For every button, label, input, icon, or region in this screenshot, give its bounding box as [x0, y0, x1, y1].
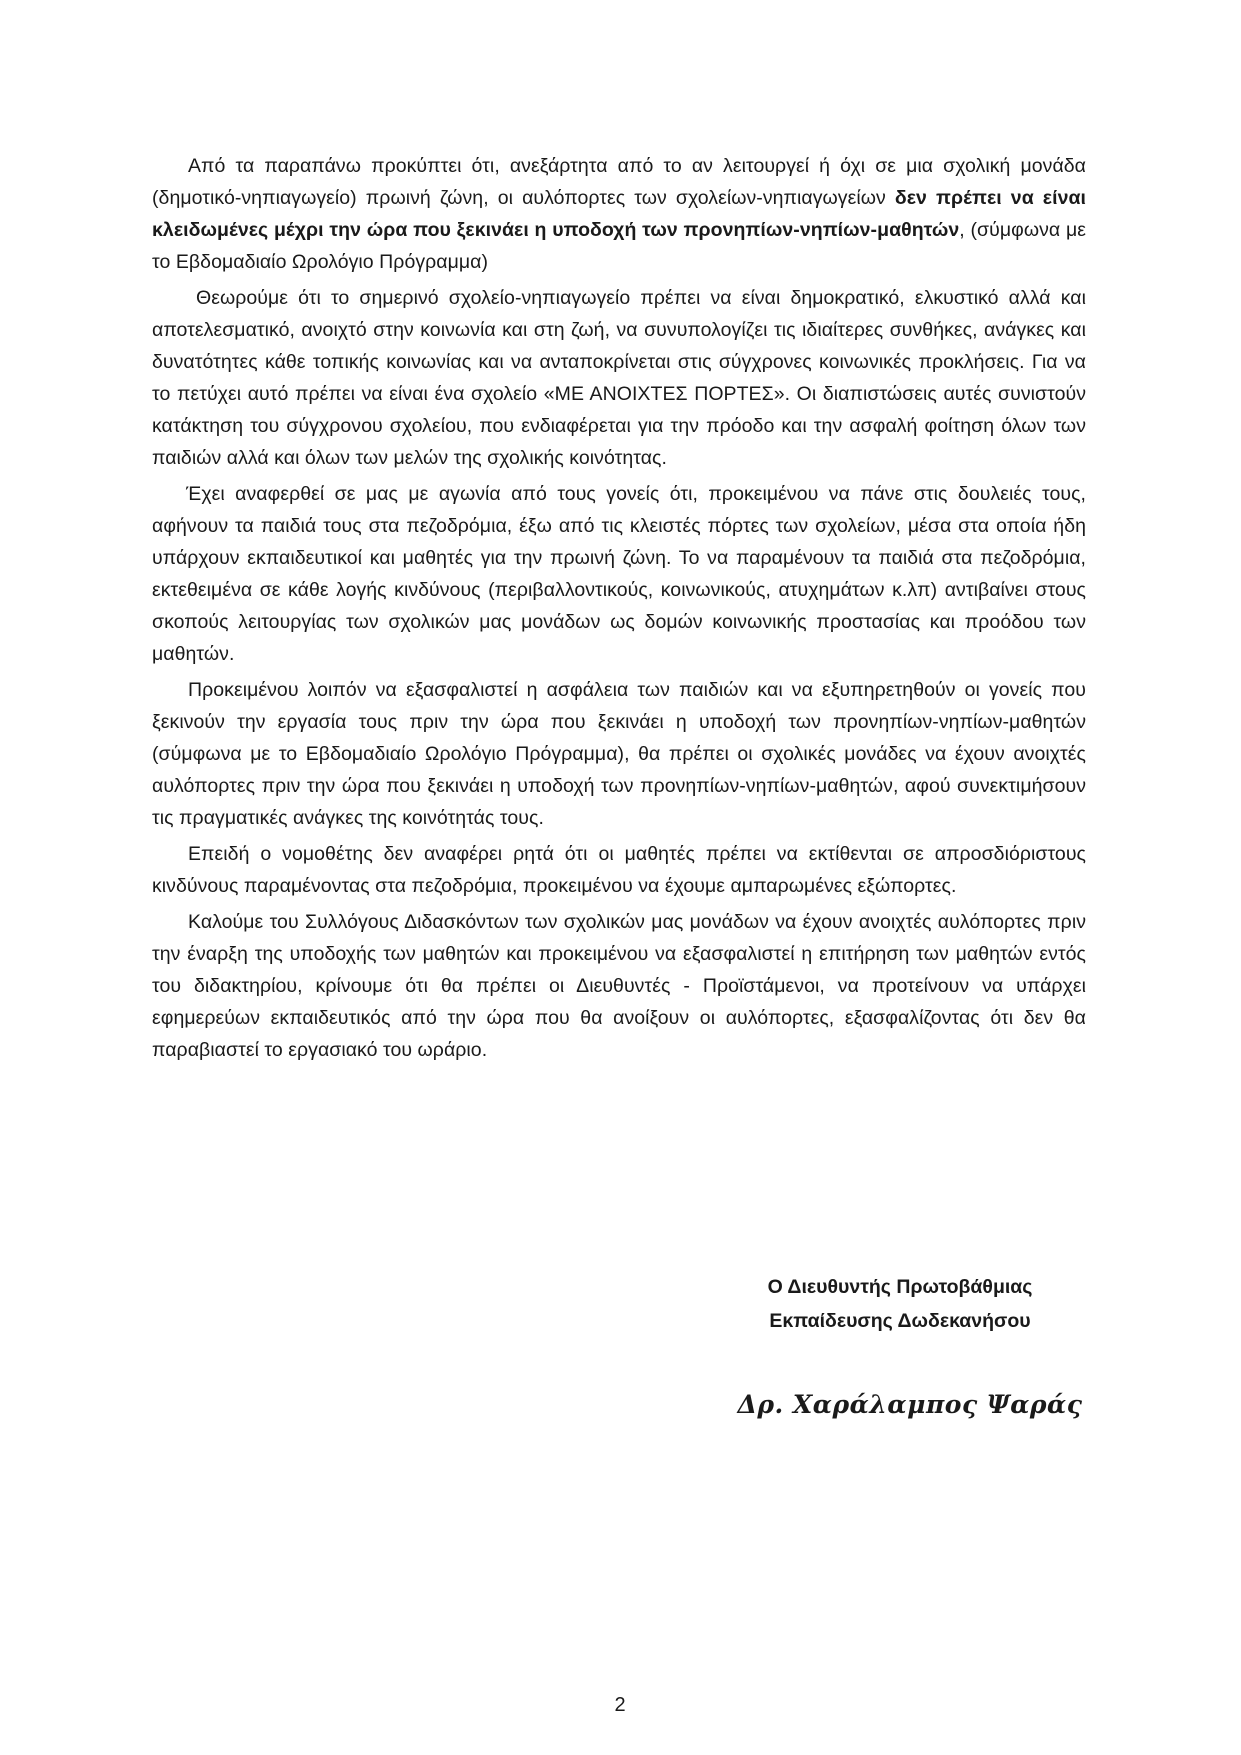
signature-block — [720, 1270, 1080, 1338]
paragraph-5: Επειδή ο νομοθέτης δεν αναφέρει ρητά ότι οι μαθητές πρέπει να εκτίθενται σε απροσδιόριστους κινδύνους παραμένοντας στα πεζοδρόμια, προκειμένου να έχουμε αμπαρωμένες εξώπορτες. — [152, 843, 1086, 897]
paragraph-1 — [152, 150, 1086, 278]
paragraph-1-text-b: , (σύμφωνα με το Εβδομαδιαίο Ωρολόγιο Πρόγραμμα) — [152, 219, 1086, 273]
paragraph-1-bold-text: δεν πρέπει να είναι κλειδωμένες μέχρι την ώρα που ξεκινάει η υποδοχή των προνηπίων-νηπίων-μαθητών — [152, 187, 1086, 241]
signature-title-line-1: Ο Διευθυντής Πρωτοβάθμιας — [767, 1276, 1033, 1298]
paragraph-6: Καλούμε του Συλλόγους Διδασκόντων των σχολικών μας μονάδων να έχουν ανοιχτές αυλόπορτες πριν την έναρξη της υποδοχής των μαθητών και προκειμένου να εξασφαλιστεί η επιτήρηση των μαθητών εντός του διδακτηρίου, κρίνουμε ότι θα πρέπει οι Διευθυντές - Προϊστάμενοι, να προτείνουν να υπάρχει εφημερεύων εκπαιδευτικός από την ώρα που θα ανοίξουν οι αυλόπορτες, εξασφαλίζοντας ότι δεν θα παραβιαστεί το εργασιακό του ωράριο. — [152, 911, 1086, 1061]
paragraph-1-text-a: Από τα παραπάνω προκύπτει ότι, ανεξάρτητα από το αν λειτουργεί ή όχι σε μια σχολική μονάδα (δημοτικό-νηπιαγωγείο) πρωινή ζώνη, οι αυλόπορτες των σχολείων-νηπιαγωγείων — [152, 155, 1086, 209]
signatory-name: Δρ. Χαράλαμπος Ψαράς — [737, 1390, 1083, 1419]
paragraph-4: Προκειμένου λοιπόν να εξασφαλιστεί η ασφάλεια των παιδιών και να εξυπηρετηθούν οι γονείς που ξεκινούν την εργασία τους πριν την ώρα που ξεκινάει η υποδοχή των προνηπίων-νηπίων-μαθητών (σύμφωνα με το Εβδομαδιαίο Ωρολόγιο Πρόγραμμα), θα πρέπει οι σχολικές μονάδες να έχουν ανοιχτές αυλόπορτες πριν την ώρα που ξεκινάει η υποδοχή των προνηπίων-νηπίων-μαθητών, αφού συνεκτιμήσουν τις πραγματικές ανάγκες της κοινότητάς τους. — [152, 679, 1086, 829]
signature-title-line-2: Εκπαίδευσης Δωδεκανήσου — [769, 1310, 1031, 1332]
paragraph-2: Θεωρούμε ότι το σημερινό σχολείο-νηπιαγωγείο πρέπει να είναι δημοκρατικό, ελκυστικό αλλά και αποτελεσματικό, ανοιχτό στην κοινωνία και στη ζωή, να συνυπολογίζει τις ιδιαίτερες συνθήκες, ανάγκες και δυνατότητες κάθε τοπικής κοινωνίας και να ανταποκρίνεται στις σύγχρονες κοινωνικές προκλήσεις. Για να το πετύχει αυτό πρέπει να είναι ένα σχολείο «ΜΕ ΑΝΟΙΧΤΕΣ ΠΟΡΤΕΣ». Οι διαπιστώσεις αυτές συνιστούν κατάκτηση του σύγχρονου σχολείου, που ενδιαφέρεται για την πρόοδο και την ασφαλή φοίτηση όλων των παιδιών αλλά και όλων των μελών της σχολικής κοινότητας. — [152, 287, 1086, 469]
paragraph-3: Έχει αναφερθεί σε μας με αγωνία από τους γονείς ότι, προκειμένου να πάνε στις δουλειές τους, αφήνουν τα παιδιά τους στα πεζοδρόμια, έξω από τις κλειστές πόρτες των σχολείων, μέσα στα οποία ήδη υπάρχουν εκπαιδευτικοί και μαθητές για την πρωινή ζώνη. Το να παραμένουν τα παιδιά στα πεζοδρόμια, εκτεθειμένα σε κάθε λογής κινδύνους (περιβαλλοντικούς, κοινωνικούς, ατυχημάτων κ.λπ) αντιβαίνει στους σκοπούς λειτουργίας των σχολικών μας μονάδων ως δομών κοινωνικής προστασίας και προόδου των μαθητών. — [152, 483, 1086, 665]
document-body — [152, 150, 1086, 1070]
page-number: 2 — [614, 1694, 626, 1716]
